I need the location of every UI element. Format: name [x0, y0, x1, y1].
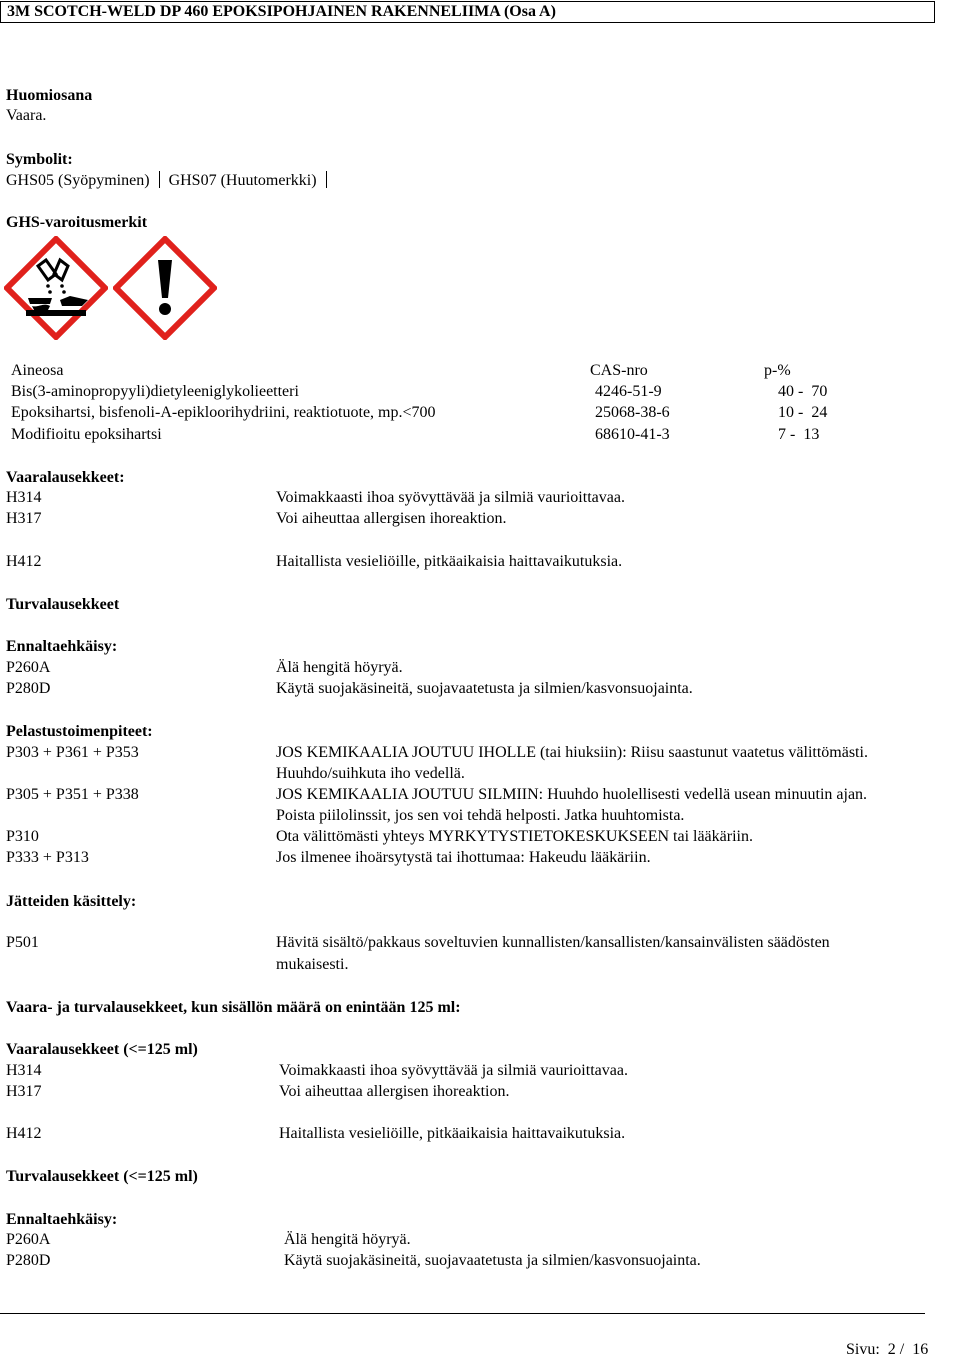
hazard-heading: Vaaralausekkeet: [6, 469, 125, 486]
precaution-code: P310 [6, 828, 39, 845]
small-pack-heading: Vaara- ja turvalausekkeet, kun sisällön määrä on enintään 125 ml: [6, 999, 461, 1016]
hazard-text: Haitallista vesieliöille, pitkäaikaisia haittavaikutuksia. [279, 1125, 626, 1142]
table-row-cas: 25068-38-6 [595, 404, 670, 421]
hazard-text: Voi aiheuttaa allergisen ihoreaktion. [279, 1083, 510, 1100]
symbol-ghs07: GHS07 (Huutomerkki) [168, 172, 317, 189]
precaution-text: mukaisesti. [276, 956, 349, 973]
prevention-heading: Ennaltaehkäisy: [6, 638, 118, 655]
precaution-code: P280D [6, 680, 51, 697]
hazard-code: H412 [6, 1125, 42, 1142]
precaution-text: Huuhdo/suihkuta iho vedellä. [276, 765, 465, 782]
table-row-name: Epoksihartsi, bisfenoli-A-epikloorihydriini, reaktiotuote, mp.<700 [11, 404, 436, 421]
precaution-text: Ota välittömästi yhteys MYRKYTYSTIETOKESKUKSEEN tai lääkäriin. [276, 828, 753, 845]
precaution-text: JOS KEMIKAALIA JOUTUU IHOLLE (tai hiuksiin): Riisu saastunut vaatetus välittömästi. [276, 744, 868, 761]
hazard-code: H412 [6, 553, 42, 570]
symbol-ghs05: GHS05 (Syöpyminen) [6, 172, 150, 189]
page-number: Sivu: 2 / 16 [846, 1341, 929, 1358]
table-row-pct: 7 - 13 [778, 426, 820, 443]
document-title: 3M SCOTCH-WELD DP 460 EPOKSIPOHJAINEN RAKENNELIIMA (Osa A) [7, 3, 556, 20]
small-pack-precaution-heading: Turvalausekkeet (<=125 ml) [6, 1168, 198, 1185]
table-row-pct: 10 - 24 [778, 404, 828, 421]
disposal-heading: Jätteiden käsittely: [6, 893, 137, 910]
footer-divider [0, 1313, 925, 1314]
precaution-text: Jos ilmenee ihoärsytystä tai ihottumaa: Hakeudu lääkäriin. [276, 849, 651, 866]
table-row-cas: 4246-51-9 [595, 383, 662, 400]
response-heading: Pelastustoimenpiteet: [6, 723, 153, 740]
precaution-heading: Turvalausekkeet [6, 596, 120, 613]
hazard-code: H317 [6, 510, 42, 527]
table-row-name: Modifioitu epoksihartsi [11, 426, 162, 443]
ghs07-exclamation-pictogram [113, 236, 217, 340]
hazard-code: H314 [6, 489, 42, 506]
precaution-code: P305 + P351 + P338 [6, 786, 139, 803]
ghs05-corrosion-pictogram [4, 236, 108, 340]
precaution-text: Poista piilolinssit, jos sen voi tehdä helposti. Jatka huuhtomista. [276, 807, 685, 824]
precaution-code: P501 [6, 934, 39, 951]
precaution-text: Käytä suojakäsineitä, suojavaatetusta ja silmien/kasvonsuojainta. [276, 680, 693, 697]
small-pack-hazard-heading: Vaaralausekkeet (<=125 ml) [6, 1041, 198, 1058]
separator [159, 171, 160, 188]
hazard-code: H314 [6, 1062, 42, 1079]
table-row-pct: 40 - 70 [778, 383, 828, 400]
signal-word-value: Vaara. [6, 107, 47, 124]
precaution-code: P333 + P313 [6, 849, 89, 866]
precaution-text: Älä hengitä höyryä. [276, 659, 403, 676]
precaution-text: Älä hengitä höyryä. [284, 1231, 411, 1248]
precaution-code: P260A [6, 1231, 51, 1248]
pictograms-heading: GHS-varoitusmerkit [6, 214, 148, 231]
precaution-text: Käytä suojakäsineitä, suojavaatetusta ja silmien/kasvonsuojainta. [284, 1252, 701, 1269]
column-header-cas: CAS-nro [590, 362, 648, 379]
hazard-text: Voimakkaasti ihoa syövyttävää ja silmiä vaurioittavaa. [276, 489, 625, 506]
table-row-name: Bis(3-aminopropyyli)dietyleeniglykolieetteri [11, 383, 299, 400]
precaution-text: Hävitä sisältö/pakkaus soveltuvien kunnallisten/kansallisten/kansainvälisten säädösten [276, 934, 830, 951]
separator [326, 171, 327, 188]
column-header-name: Aineosa [11, 362, 64, 379]
hazard-text: Haitallista vesieliöille, pitkäaikaisia haittavaikutuksia. [276, 553, 623, 570]
document-header [0, 1, 935, 23]
precaution-text: JOS KEMIKAALIA JOUTUU SILMIIN: Huuhdo huolellisesti vedellä usean minuutin ajan. [276, 786, 868, 803]
hazard-code: H317 [6, 1083, 42, 1100]
small-pack-prevention-heading: Ennaltaehkäisy: [6, 1211, 118, 1228]
symbols-heading: Symbolit: [6, 151, 73, 168]
hazard-text: Voimakkaasti ihoa syövyttävää ja silmiä vaurioittavaa. [279, 1062, 628, 1079]
precaution-code: P280D [6, 1252, 51, 1269]
precaution-code: P260A [6, 659, 51, 676]
column-header-pct: p-% [764, 362, 791, 379]
symbols-list [6, 171, 327, 191]
hazard-text: Voi aiheuttaa allergisen ihoreaktion. [276, 510, 507, 527]
signal-word-heading: Huomiosana [6, 87, 93, 104]
precaution-code: P303 + P361 + P353 [6, 744, 139, 761]
table-row-cas: 68610-41-3 [595, 426, 670, 443]
